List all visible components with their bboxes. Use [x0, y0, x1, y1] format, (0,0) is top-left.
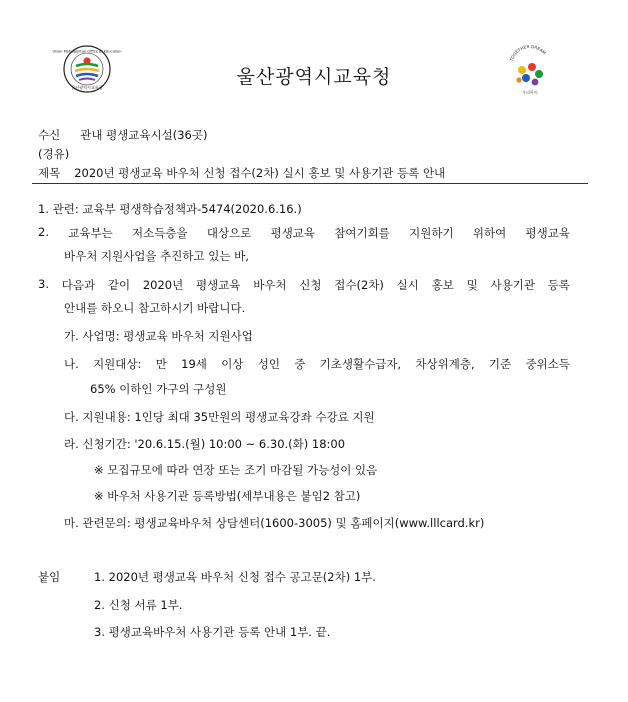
word: 평생교육: [195, 278, 241, 292]
body-note-2: ※ 바우처 사용기관 등록방법(세부내용은 붙임2 참고): [94, 489, 361, 503]
recipient-label: 수신: [38, 128, 61, 142]
word: 나.: [64, 357, 79, 371]
subject-divider: [32, 183, 588, 184]
emblem-slogan: TOGETHER DREAM: [508, 44, 548, 62]
via-label: (경유): [38, 147, 70, 161]
emblem-text: Ulsan Metropolitan Office of Education: [52, 49, 122, 54]
word: 평생교육: [525, 226, 570, 240]
word: 만: [155, 357, 167, 371]
word: 기준: [488, 357, 512, 371]
word: 신청: [299, 278, 322, 292]
word: 같이: [107, 278, 131, 292]
word: 평생교육: [270, 226, 316, 240]
subject-value: 2020년 평생교육 바우처 신청 접수(2차) 실시 홍보 및 사용기관 등록 안내: [74, 166, 446, 180]
word: 기초생활수급자,: [319, 357, 402, 371]
body-item-3-line-2: 안내를 하오니 참고하시기 바랍니다.: [64, 301, 246, 315]
body-item-2-line-2: 바우처 지원사업을 추진하고 있는 바,: [64, 249, 249, 263]
word: 저소득층을: [132, 226, 188, 240]
body-note-1: ※ 모집규모에 따라 연장 또는 조기 마감될 가능성이 있음: [94, 463, 378, 477]
attachment-item-3: 3. 평생교육바우처 사용기관 등록 안내 1부. 끝.: [94, 625, 331, 639]
word: 바우처: [253, 278, 287, 292]
word: 3.: [38, 277, 49, 291]
attachment-item-1: 1. 2020년 평생교육 바우처 신청 접수 공고문(2차) 1부.: [94, 570, 376, 584]
body-sub-d: 라. 신청기간: '20.6.15.(월) 10:00 ~ 6.30.(화) 18:00: [64, 437, 346, 451]
org-title: 울산광역시교육청: [236, 66, 392, 88]
word: 중위소득: [525, 357, 570, 371]
word: 홍보: [431, 278, 454, 292]
word: 2020년: [142, 278, 184, 292]
attachment-item-2: 2. 신청 서류 1부.: [94, 598, 183, 612]
word: 지원하기: [409, 226, 454, 240]
word: 2.: [38, 225, 49, 239]
word: 등록: [547, 278, 570, 292]
word: 다음과: [61, 278, 96, 292]
word: 19세: [181, 357, 207, 371]
body-sub-b-line-2: 65% 이하인 가구의 구성원: [90, 382, 227, 396]
word: 사용기관: [490, 278, 535, 292]
subject-row: [38, 165, 445, 181]
word: 지원대상:: [93, 357, 142, 371]
attachment-label: 붙임: [38, 570, 61, 584]
emblem-korean-text: 울산광역시교육청: [71, 85, 103, 90]
body-sub-c: 다. 지원내용: 1인당 최대 35만원의 평생교육강좌 수강료 지원: [64, 410, 375, 424]
word: 차상위계층,: [415, 357, 475, 371]
svg-text:TOGETHER DREAM: [508, 44, 547, 63]
word: 중: [294, 357, 306, 371]
recipient-row: [38, 127, 207, 143]
word: 참여기회를: [334, 226, 390, 240]
body-sub-a: 가. 사업명: 평생교육 바우처 지원사업: [64, 329, 253, 343]
word: 성인: [257, 357, 280, 371]
word: 접수(2차): [334, 278, 384, 292]
body-sub-e: 마. 관련문의: 평생교육바우처 상담센터(1600-3005) 및 홈페이지(www.lllcard.kr): [64, 516, 485, 530]
body-item-2-line-1: [38, 225, 570, 241]
word: 실시: [396, 278, 419, 292]
word: 교육부는: [68, 226, 113, 240]
body-item-3-line-1: [38, 277, 570, 293]
together-dream-emblem-icon: [506, 44, 554, 98]
subject-label: 제목: [38, 166, 61, 180]
body-sub-b-line-1: [64, 356, 570, 372]
body-item-1: 1. 관련: 교육부 평생학습정책과-5474(2020.6.16.): [38, 202, 302, 216]
word: 및: [466, 278, 478, 292]
word: 이상: [221, 357, 244, 371]
recipient-value: 관내 평생교육시설(36곳): [80, 128, 208, 142]
word: 대상으로: [206, 226, 252, 240]
emblem-korean-text: 우리아이: [522, 90, 538, 95]
word: 위하여: [472, 226, 507, 240]
